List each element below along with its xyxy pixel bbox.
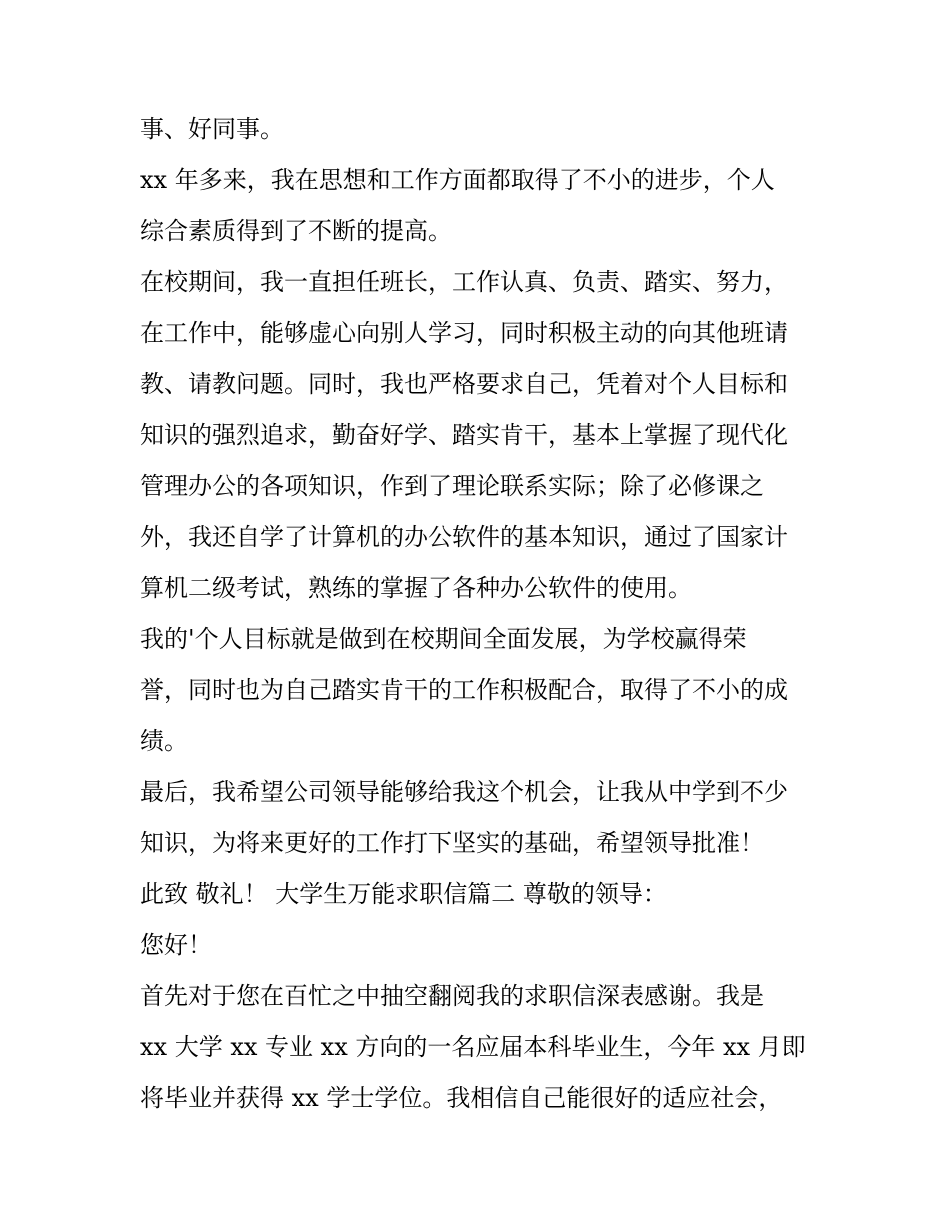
text-line: 首先对于您在百忙之中抽空翻阅我的求职信深表感谢。我是 — [140, 982, 764, 1010]
text-line: 综合素质得到了不断的提高。 — [140, 217, 452, 245]
text-line: xx 大学 xx 专业 xx 方向的一名应届本科毕业生，今年 xx 月即 — [140, 1033, 806, 1061]
text-line: 在工作中，能够虚心向别人学习，同时积极主动的向其他班请 — [140, 319, 788, 347]
text-line: 外，我还自学了计算机的办公软件的基本知识，通过了国家计 — [140, 523, 788, 551]
text-line: 将毕业并获得 xx 学士学位。我相信自己能很好的适应社会， — [140, 1084, 783, 1112]
text-line: 管理办公的各项知识，作到了理论联系实际；除了必修课之 — [140, 472, 764, 500]
text-line: 绩。 — [140, 727, 188, 755]
text-line: 知识，为将来更好的工作打下坚实的基础，希望领导批准！ — [140, 829, 764, 857]
text-line: 算机二级考试，熟练的掌握了各种办公软件的使用。 — [140, 574, 692, 602]
text-line: 此致 敬礼！ 大学生万能求职信篇二 尊敬的领导： — [140, 880, 667, 908]
text-line: 您好！ — [140, 931, 212, 959]
text-line: 我的'个人目标就是做到在校期间全面发展，为学校赢得荣 — [140, 625, 747, 653]
body-text — [140, 104, 830, 1124]
text-line: 教、请教问题。同时，我也严格要求自己，凭着对个人目标和 — [140, 370, 788, 398]
text-line: 在校期间，我一直担任班长，工作认真、负责、踏实、努力， — [140, 268, 788, 296]
text-line: xx 年多来，我在思想和工作方面都取得了不小的进步，个人 — [140, 166, 775, 194]
text-line: 最后，我希望公司领导能够给我这个机会，让我从中学到不少 — [140, 778, 788, 806]
text-line: 誉，同时也为自己踏实肯干的工作积极配合，取得了不小的成 — [140, 676, 788, 704]
text-line: 知识的强烈追求，勤奋好学、踏实肯干，基本上掌握了现代化 — [140, 421, 788, 449]
text-line: 事、好同事。 — [140, 115, 284, 143]
